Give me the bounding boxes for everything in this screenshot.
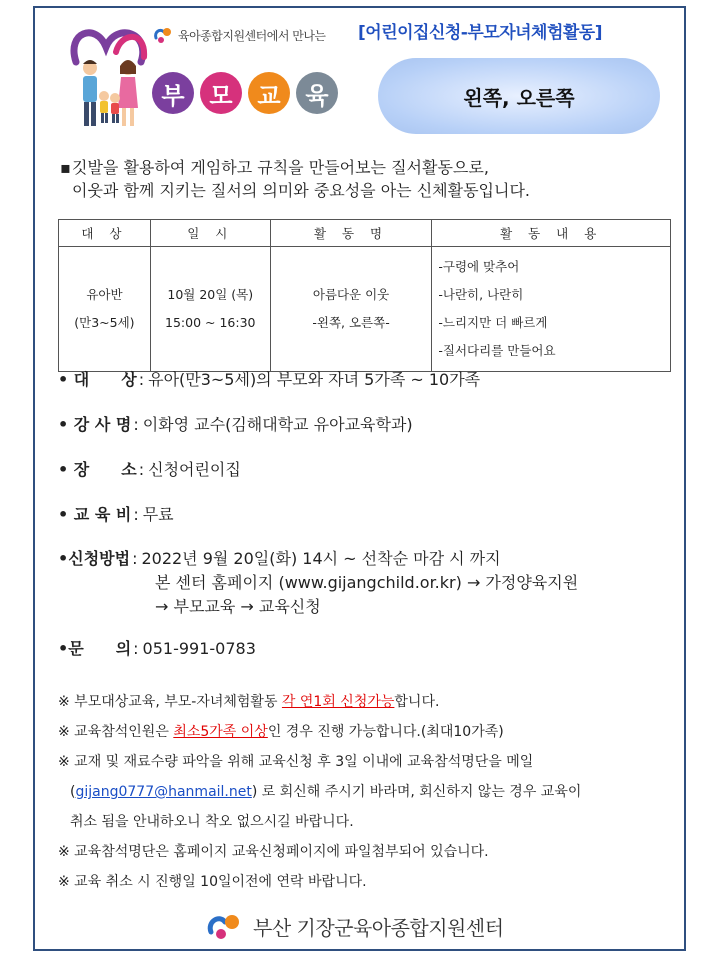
target-line: (만3~5세) (74, 315, 135, 330)
email-link[interactable]: gijang0777@hanmail.net (75, 784, 252, 800)
info-value: 본 센터 홈페이지 (www.gijangchild.or.kr) → 가정양육지원 (155, 573, 579, 592)
activity-line: 아름다운 이웃 (312, 287, 390, 302)
note-line (58, 717, 678, 747)
content-cell (432, 247, 671, 372)
info-fee: • 교 육 비 : 무료 (58, 503, 174, 527)
note-text: ) 로 회신해 주시기 바라며, 회신하지 않는 경우 교육이 (251, 784, 582, 800)
info-label: • 대 상 (58, 370, 137, 389)
info-label: •신청방법 (58, 549, 131, 568)
activity-cell (270, 247, 432, 372)
footer (205, 910, 504, 942)
info-value: 신청어린이집 (148, 460, 241, 479)
intro-line: 깃발을 활용하여 게임하고 규칙을 만들어보는 질서활동으로, (72, 158, 489, 177)
info-value: 무료 (142, 505, 174, 524)
info-label: •문 의 (58, 639, 132, 658)
program-circles (152, 72, 338, 114)
table-row (59, 247, 671, 372)
center-logo-icon (205, 910, 245, 942)
circle-char: 모 (200, 72, 242, 114)
label-text: 강 사 명 (73, 415, 132, 434)
note-line: ※ 교육참석명단은 홈페이지 교육신청페이지에 파일첨부되어 있습니다. (58, 844, 489, 860)
label-text: 교 육 비 (73, 505, 132, 524)
column-header: 활 동 명 (270, 220, 432, 247)
intro-text (60, 156, 660, 202)
column-header: 대 상 (59, 220, 151, 247)
circle-char: 부 (152, 72, 194, 114)
target-line: 유아반 (86, 287, 123, 302)
note-text: 인 경우 진행 가능합니다.(최대10가족) (267, 724, 504, 740)
info-target: • 대 상 : 유아(만3~5세)의 부모와 자녀 5가족 ~ 10가족 (58, 368, 480, 392)
program-tag: [어린이집신청-부모자녀체험활동] (358, 23, 603, 43)
intro-line: 이웃과 함께 지키는 질서의 의미와 중요성을 아는 신체활동입니다. (72, 181, 531, 200)
circle-char: 교 (248, 72, 290, 114)
info-instructor: • 강 사 명 : 이화영 교수(김해대학교 유아교육학과) (58, 413, 413, 437)
note-text: 합니다. (394, 694, 440, 710)
info-label: • 장 소 (58, 460, 137, 479)
program-title (378, 58, 660, 134)
info-value: 이화영 교수(김해대학교 유아교육학과) (142, 415, 413, 434)
info-value: 2022년 9월 20일(화) 14시 ~ 선착순 마감 시 까지 (141, 549, 501, 568)
note-text: ※ 교육참석인원은 (58, 724, 174, 740)
label-text: 문 의 (68, 639, 132, 658)
note-line: ※ 교육 취소 시 진행일 10일이전에 연락 바랍니다. (58, 874, 367, 890)
info-place: • 장 소 : 신청어린이집 (58, 458, 241, 482)
note-text: ※ 부모대상교육, 부모-자녀체험활동 (58, 694, 282, 710)
info-contact: •문 의 : 051-991-0783 (58, 637, 256, 661)
info-value: 유아(만3~5세)의 부모와 자녀 5가족 ~ 10가족 (148, 370, 481, 389)
column-header: 활 동 내 용 (432, 220, 671, 247)
note-line: 취소 됨을 안내하오니 착오 없으시길 바랍니다. (70, 814, 354, 830)
date-line: 10월 20일 (목) (167, 287, 254, 302)
info-value: 051-991-0783 (142, 639, 256, 658)
center-tag-text: 육아종합지원센터에서 만나는 (178, 28, 326, 43)
content-item: -질서다리를 만들어요 (438, 343, 556, 358)
target-cell (59, 247, 151, 372)
note-line: ※ 교재 및 재료수량 파악을 위해 교육신청 후 3일 이내에 교육참석명단을 메일 (58, 754, 534, 770)
column-header: 일 시 (150, 220, 270, 247)
note-line: (gijang0777@hanmail.net) 로 회신해 주시기 바라며, 회신하지 않는 경우 교육이 (70, 784, 582, 800)
label-text: 신청방법 (68, 549, 131, 568)
info-method: •신청방법 : 2022년 9월 20일(화) 14시 ~ 선착순 마감 시 까지 본 센터 홈페이지 (www.gijangchild.or.kr) → 가정양육지원 → 부모교육 → 교육신청 (58, 547, 578, 619)
label-text: 대 상 (73, 370, 137, 389)
family-illustration (66, 22, 156, 132)
note-highlight: 최소5가족 이상 (173, 724, 268, 740)
note-highlight: 각 연1회 신청가능 (281, 694, 395, 710)
content-item: -느리지만 더 빠르게 (438, 315, 548, 330)
info-label: • 강 사 명 (58, 415, 132, 434)
content-item: -구령에 맞추어 (438, 259, 520, 274)
time-line: 15:00 ~ 16:30 (165, 315, 256, 330)
center-tagline (152, 24, 326, 46)
info-label: • 교 육 비 (58, 505, 132, 524)
date-cell (150, 247, 270, 372)
table-header-row (59, 220, 671, 247)
label-text: 장 소 (73, 460, 137, 479)
info-value: → 부모교육 → 교육신청 (155, 597, 321, 616)
bullet-icon: ▪ (60, 158, 71, 177)
footer-org-name: 부산 기장군육아종합지원센터 (253, 915, 504, 940)
notes (58, 687, 678, 897)
content-item: -나란히, 나란히 (438, 287, 524, 302)
circle-char: 육 (296, 72, 338, 114)
activity-line: -왼쪽, 오른쪽- (312, 315, 390, 330)
program-title-text: 왼쪽, 오른쪽 (463, 85, 575, 110)
center-logo-icon (152, 24, 174, 46)
schedule-table (58, 219, 671, 372)
note-line (58, 687, 678, 717)
